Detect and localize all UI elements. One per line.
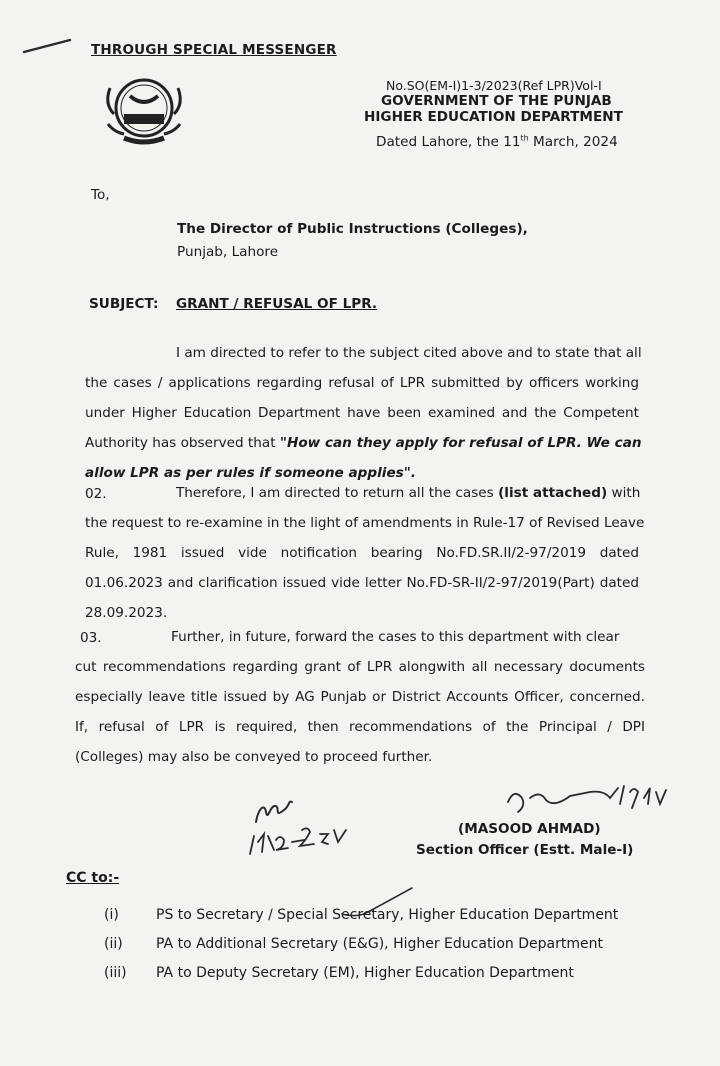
punjab-emblem-icon (94, 74, 194, 146)
paragraph-2-number: 02. (85, 486, 107, 502)
cc-title: CC to:- (66, 870, 120, 886)
letter-page: THROUGH SPECIAL MESSENGER No.SO(EM-I)1-3/2023(Ref LPR)Vol-I GOVERNMENT OF THE PUNJAB HIGHER EDUCATION DEPARTMENT Dated Lahore, the 11th March, 2024 To, The Director of Public Instructions (Colleges), Punjab, Lahore SUBJECT: GRANT / REFUSAL OF LPR. I am directed to refer to the subject cited above and to state that all the cases / applications regarding refusal of LPR submitted by officers working under Higher Education Department have been examined and the Competent Authority has observed that "How can they apply for refusal of LPR. We can allow LPR as per rules if someone applies". 02. Therefore, I am directed to return all the cases (list attached) with the request to re-examine in the light of amendments in Rule-17 of Revised Leave Rule, 1981 issued vide notification bearing No.FD.SR.II/2-97/2019 dated 01.06.2023 and clarification issued vide letter No.FD-SR-II/2-97/2019(Part) dated 28.09.2023. 03. Further, in future, forward the cases to this department with clear cut recommendations regarding grant of LPR alongwith all necessary documents especially leave title issued by AG Punjab or District Accounts Officer, concerned. If, refusal of LPR is required, then recommendations of the Principal / DPI (Colleges) may also be conveyed to proceed further. (MASOOD AHMAD) Section Officer (Estt. Male-I) CC to:- (i) PS to Secretary / Special Secretary, Higher Education Department (ii) PA to Additional Secretary (E&G), Higher Education Department (iii) PA to Deputy Secretary (EM), Higher Education Department (0, 0, 720, 1066)
dated-line: Dated Lahore, the 11th March, 2024 (376, 133, 618, 150)
paragraph-2: Therefore, I am directed to return all the cases (list attached) with the request to re-examine in the light of amendments in Rule-17 of Revised Leave Rule, 1981 issued vide notification bearing No.FD.SR.II/2-97/2019 dated 01.06.2023 and clarification issued vide letter No.FD-SR-II/2-97/2019(Part) dated 28.09.2023. (85, 485, 645, 621)
paragraph-3-number: 03. (80, 630, 102, 646)
officer-signature (500, 778, 670, 824)
check-mark-stroke (338, 884, 418, 924)
pen-stroke-mark (22, 36, 74, 56)
paragraph-1: I am directed to refer to the subject cited above and to state that all the cases / applications regarding refusal of LPR submitted by officers working under Higher Education Department have been examined and the Competent Authority has observed that "How can they apply for refusal of LPR. We can allow LPR as per rules if someone applies". (85, 345, 642, 481)
department-name: HIGHER EDUCATION DEPARTMENT (364, 109, 623, 125)
handwritten-initials (244, 796, 368, 864)
signatory-designation: Section Officer (Estt. Male-I) (416, 842, 634, 858)
government-name: GOVERNMENT OF THE PUNJAB (381, 93, 612, 109)
addressee-title: The Director of Public Instructions (Colleges), (177, 221, 528, 237)
addressee-location: Punjab, Lahore (177, 244, 279, 260)
delivery-mode: THROUGH SPECIAL MESSENGER (91, 42, 337, 58)
reference-number: No.SO(EM-I)1-3/2023(Ref LPR)Vol-I (386, 78, 602, 93)
paragraph-3: Further, in future, forward the cases to this department with clear cut recommendations regarding grant of LPR alongwith all necessary documents especially leave title issued by AG Punjab or District Accounts Officer, concerned. If, refusal of LPR is required, then recommendations of the Principal / DPI (Colleges) may also be conveyed to proceed further. (75, 629, 645, 765)
subject-text: GRANT / REFUSAL OF LPR. (176, 296, 378, 312)
salutation-to: To, (91, 187, 110, 203)
subject-label: SUBJECT: (89, 296, 159, 312)
signatory-name: (MASOOD AHMAD) (458, 821, 601, 837)
